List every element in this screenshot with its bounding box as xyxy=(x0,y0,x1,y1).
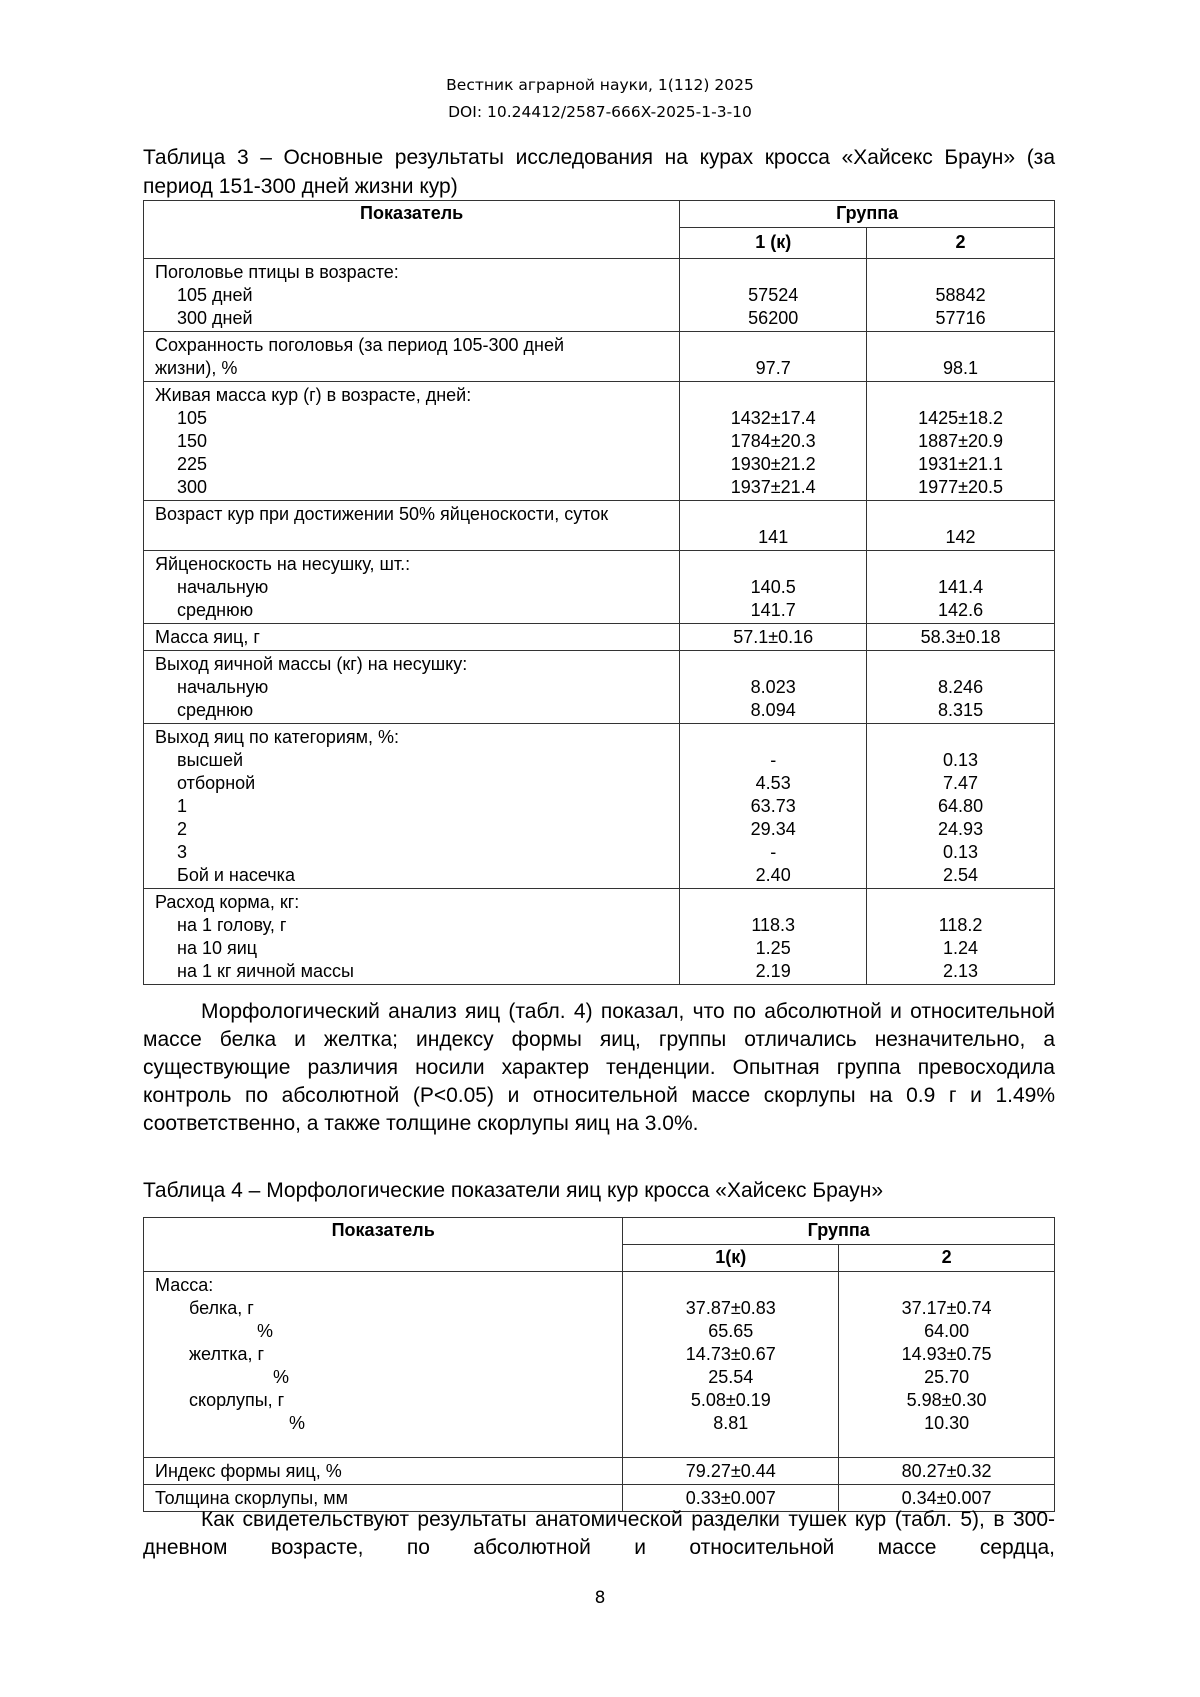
row-label: белка, г xyxy=(189,1298,254,1318)
header-group: Группа xyxy=(623,1218,1055,1245)
group-1-cell xyxy=(680,259,867,332)
row-value xyxy=(877,384,1044,407)
row-label: Масса: xyxy=(155,1275,214,1295)
indicator-cell xyxy=(144,724,680,889)
row-label: среднюю xyxy=(177,600,254,620)
row-value: - xyxy=(770,750,777,770)
row-value xyxy=(877,334,1044,357)
row-value: 141 xyxy=(758,527,789,547)
group-1-cell xyxy=(680,624,867,651)
row-value: 29.34 xyxy=(750,819,796,839)
group-1-cell xyxy=(680,382,867,501)
row-value: 10.30 xyxy=(924,1413,970,1433)
row-value: 7.47 xyxy=(943,773,979,793)
row-value xyxy=(633,1274,828,1297)
header-group: Группа xyxy=(680,201,1055,228)
row-value: 1887±20.9 xyxy=(918,431,1004,451)
row-value: 2.40 xyxy=(755,865,791,885)
row-label: начальную xyxy=(177,677,269,697)
table4 xyxy=(143,1217,1055,1512)
row-value: 141.4 xyxy=(938,577,984,597)
row-value xyxy=(690,653,856,676)
group-2-cell xyxy=(867,651,1055,724)
row-value: 8.094 xyxy=(750,700,796,720)
table-row-group xyxy=(144,501,1055,551)
row-value: 79.27±0.44 xyxy=(685,1461,776,1481)
row-label: высшей xyxy=(177,750,244,770)
row-value: 1.24 xyxy=(943,938,979,958)
page-number: 8 xyxy=(594,1588,606,1608)
row-value: 8.315 xyxy=(938,700,984,720)
row-value: 0.13 xyxy=(943,750,979,770)
header-indicator: Показатель xyxy=(144,201,680,259)
table-row-group xyxy=(144,332,1055,382)
row-value: 118.2 xyxy=(938,915,983,935)
group-1-cell xyxy=(680,551,867,624)
row-value: 65.65 xyxy=(708,1321,754,1341)
row-value xyxy=(690,503,856,526)
row-value xyxy=(690,384,856,407)
row-label: на 1 голову, г xyxy=(177,915,287,935)
group-2-cell xyxy=(867,724,1055,889)
row-value xyxy=(690,334,856,357)
indicator-cell xyxy=(144,382,680,501)
row-value: 98.1 xyxy=(943,358,979,378)
row-value xyxy=(690,726,856,749)
row-label: 105 дней xyxy=(177,285,253,305)
group-1-cell xyxy=(623,1458,839,1485)
row-label: скорлупы, г xyxy=(189,1390,285,1410)
row-value: 80.27±0.32 xyxy=(901,1461,992,1481)
group-2-cell xyxy=(867,382,1055,501)
running-header xyxy=(0,72,1200,126)
row-value: 8.81 xyxy=(713,1413,749,1433)
row-value: 56200 xyxy=(748,308,799,328)
row-label: Возраст кур при достижении 50% яйценоскости, суток xyxy=(155,504,609,524)
row-value: 141.7 xyxy=(750,600,796,620)
table-row-group xyxy=(144,1458,1055,1485)
row-value: 57524 xyxy=(748,285,799,305)
row-value: 14.93±0.75 xyxy=(901,1344,992,1364)
table3 xyxy=(143,200,1055,985)
row-value: 97.7 xyxy=(755,358,791,378)
group-2-cell xyxy=(867,259,1055,332)
row-label: 300 xyxy=(177,477,208,497)
table3-caption: Таблица 3 – Основные результаты исследования на курах кросса «Хайсекс Браун» (за период 151-300 дней жизни кур) xyxy=(143,146,1055,198)
row-value: 64.00 xyxy=(924,1321,970,1341)
row-label: на 10 яиц xyxy=(177,938,258,958)
row-value: 1937±21.4 xyxy=(730,477,816,497)
row-value: 2.54 xyxy=(943,865,979,885)
group-1-cell xyxy=(680,724,867,889)
doi: DOI: 10.24412/2587-666X-2025-1-3-10 xyxy=(448,103,752,121)
group-1-cell xyxy=(680,332,867,382)
indicator-cell xyxy=(144,259,680,332)
row-value: 58.3±0.18 xyxy=(920,627,1001,647)
indicator-cell xyxy=(144,651,680,724)
row-label: Выход яиц по категориям, %: xyxy=(155,727,400,747)
row-label: желтка, г xyxy=(189,1344,265,1364)
indicator-cell xyxy=(144,889,680,985)
row-label: 105 xyxy=(177,408,208,428)
paragraph-morphology: Морфологический анализ яиц (табл. 4) показал, что по абсолютной и относительной массе белка и желтка; индексу формы яиц, группы отличались незначительно, а существующие различия носили характер тенденции. Опытная группа превосходила контроль по абсолютной (P<0.05) и относительной массе скорлупы на 0.9 г и 1.49% соответственно, а также толщине скорлупы яиц на 3.0%. xyxy=(143,1000,1055,1135)
row-value: 2.19 xyxy=(755,961,791,981)
row-value: 1931±21.1 xyxy=(918,454,1004,474)
row-label: на 1 кг яичной массы xyxy=(177,961,354,981)
row-label: 3 xyxy=(177,842,188,862)
group-2-cell xyxy=(867,551,1055,624)
row-label xyxy=(155,526,669,549)
table-row-group xyxy=(144,1272,1055,1458)
row-value: 37.17±0.74 xyxy=(901,1298,992,1318)
indicator-cell xyxy=(144,624,680,651)
row-label: отборной xyxy=(177,773,256,793)
group-1-cell xyxy=(623,1272,839,1458)
row-value: 57.1±0.16 xyxy=(733,627,814,647)
header-group-1: 1 (к) xyxy=(680,228,867,259)
row-value: 0.33±0.007 xyxy=(685,1488,776,1508)
group-2-cell xyxy=(867,501,1055,551)
row-value: 25.54 xyxy=(708,1367,754,1387)
row-value xyxy=(690,891,856,914)
group-2-cell xyxy=(839,1458,1055,1485)
row-label: жизни), % xyxy=(155,358,238,378)
header-group-2: 2 xyxy=(867,228,1055,259)
row-value xyxy=(877,503,1044,526)
journal-title: Вестник аграрной науки, 1(112) 2025 xyxy=(446,76,754,94)
row-value: 8.023 xyxy=(750,677,796,697)
table-row-group xyxy=(144,651,1055,724)
indicator-cell xyxy=(144,551,680,624)
row-label: % xyxy=(257,1321,274,1341)
header-indicator: Показатель xyxy=(144,1218,623,1272)
indicator-cell xyxy=(144,332,680,382)
row-value xyxy=(877,261,1044,284)
row-label: Бой и насечка xyxy=(177,865,295,885)
row-value: - xyxy=(770,842,777,862)
indicator-cell xyxy=(144,1272,623,1458)
row-value: 1930±21.2 xyxy=(730,454,816,474)
row-value xyxy=(690,261,856,284)
table-row-group xyxy=(144,889,1055,985)
paragraph-anatomy: Как свидетельствуют результаты анатомической разделки тушек кур (табл. 5), в 300-дневном возрасте, по абсолютной и относительной массе сердца, xyxy=(143,1508,1055,1559)
row-label: Яйценоскость на несушку, шт.: xyxy=(155,554,411,574)
group-2-cell xyxy=(867,624,1055,651)
table-row-group xyxy=(144,724,1055,889)
row-value: 1432±17.4 xyxy=(730,408,816,428)
row-value: 0.34±0.007 xyxy=(901,1488,992,1508)
indicator-cell xyxy=(144,501,680,551)
table-row-group xyxy=(144,259,1055,332)
row-label: % xyxy=(289,1413,306,1433)
row-label: Масса яиц, г xyxy=(155,627,260,647)
table-row-group xyxy=(144,551,1055,624)
row-value: 118.3 xyxy=(751,915,796,935)
group-2-cell xyxy=(839,1272,1055,1458)
row-label: Толщина скорлупы, мм xyxy=(155,1488,348,1508)
row-label: Индекс формы яиц, % xyxy=(155,1461,342,1481)
group-1-cell xyxy=(680,651,867,724)
row-label: Выход яичной массы (кг) на несушку: xyxy=(155,654,468,674)
row-label: Поголовье птицы в возрасте: xyxy=(155,262,399,282)
row-value: 4.53 xyxy=(755,773,791,793)
row-value xyxy=(877,653,1044,676)
row-value: 0.13 xyxy=(943,842,979,862)
row-value xyxy=(877,726,1044,749)
row-value xyxy=(690,553,856,576)
row-value: 37.87±0.83 xyxy=(685,1298,776,1318)
row-label: Живая масса кур (г) в возрасте, дней: xyxy=(155,385,472,405)
row-value: 24.93 xyxy=(938,819,984,839)
row-value: 58842 xyxy=(935,285,986,305)
group-2-cell xyxy=(867,332,1055,382)
row-value: 5.98±0.30 xyxy=(906,1390,987,1410)
row-value xyxy=(877,553,1044,576)
row-value: 63.73 xyxy=(750,796,796,816)
row-label: 300 дней xyxy=(177,308,253,328)
row-value: 1977±20.5 xyxy=(918,477,1004,497)
table-row-group xyxy=(144,624,1055,651)
row-label: 2 xyxy=(177,819,188,839)
table-row-group xyxy=(144,382,1055,501)
row-value: 5.08±0.19 xyxy=(690,1390,771,1410)
row-value: 8.246 xyxy=(938,677,984,697)
header-group-2: 2 xyxy=(839,1245,1055,1272)
row-value: 142.6 xyxy=(938,600,984,620)
table3-body xyxy=(144,259,1055,985)
row-label: Расход корма, кг: xyxy=(155,892,300,912)
row-value: 57716 xyxy=(935,308,986,328)
table4-body xyxy=(144,1272,1055,1512)
row-value: 142 xyxy=(945,527,976,547)
row-value xyxy=(849,1274,1044,1297)
row-value: 64.80 xyxy=(938,796,984,816)
row-value: 2.13 xyxy=(943,961,979,981)
group-2-cell xyxy=(867,889,1055,985)
row-value: 1784±20.3 xyxy=(730,431,816,451)
indicator-cell xyxy=(144,1458,623,1485)
row-value: 25.70 xyxy=(924,1367,970,1387)
group-1-cell xyxy=(680,889,867,985)
row-label: Сохранность поголовья (за период 105-300 дней xyxy=(155,335,565,355)
row-value: 140.5 xyxy=(750,577,796,597)
row-label: 150 xyxy=(177,431,208,451)
row-label: % xyxy=(273,1367,290,1387)
row-label: среднюю xyxy=(177,700,254,720)
row-label: 1 xyxy=(177,796,188,816)
group-1-cell xyxy=(680,501,867,551)
row-label: начальную xyxy=(177,577,269,597)
row-value: 14.73±0.67 xyxy=(685,1344,776,1364)
row-value: 1425±18.2 xyxy=(918,408,1004,428)
row-label: 225 xyxy=(177,454,208,474)
header-group-1: 1(к) xyxy=(623,1245,839,1272)
table4-caption: Таблица 4 – Морфологические показатели яиц кур кросса «Хайсекс Браун» xyxy=(143,1179,884,1202)
row-value: 1.25 xyxy=(755,938,791,958)
row-value xyxy=(877,891,1044,914)
